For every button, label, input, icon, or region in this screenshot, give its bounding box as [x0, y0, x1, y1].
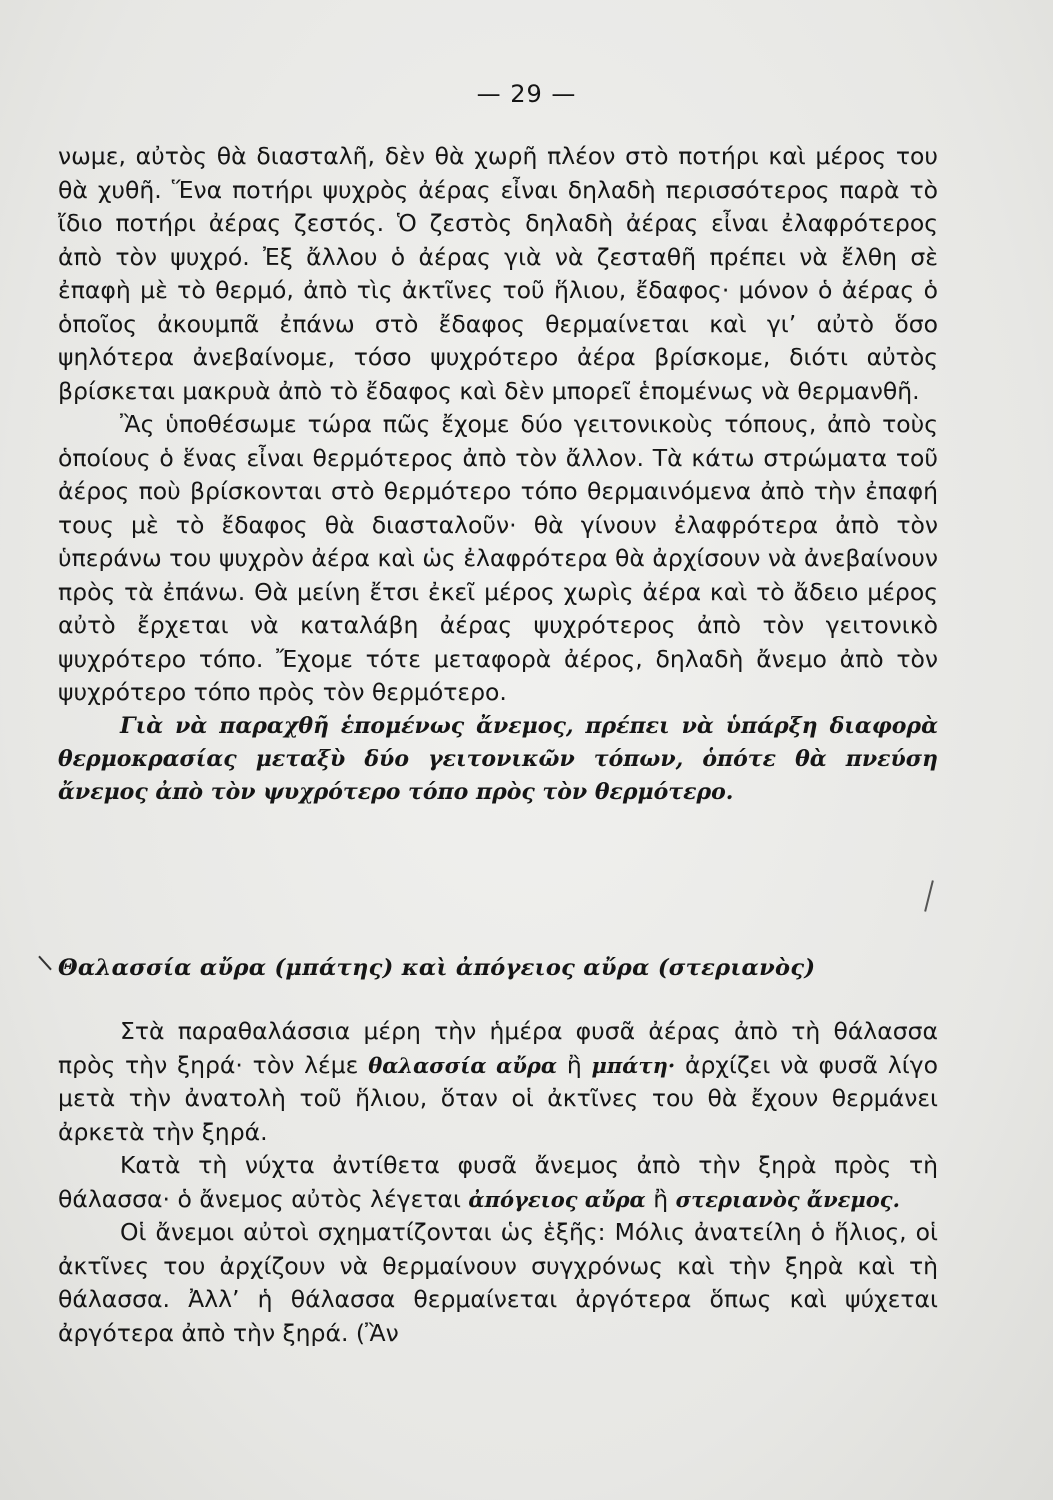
paragraph-5: [58, 1149, 938, 1216]
paragraph-4: [58, 1015, 938, 1149]
paragraph-2: Ἂς ὑποθέσωμε τώρα πῶς ἔχομε δύο γειτονικοὺς τόπους, ἀπὸ τοὺς ὁποίους ὁ ἕνας εἶναι θερμότερος ἀπὸ τὸν ἄλλον. Τὰ κάτω στρώματα τοῦ ἀέρος ποὺ βρίσκονται στὸ θερμότερο τόπο θερμαινόμενα ἀπὸ τὴν ἐπαφή τους μὲ τὸ ἔδαφος θὰ διασταλοῦν· θὰ γίνουν ἐλαφρότερα ἀπὸ τὸν ὑπεράνω του ψυχρὸν ἀέρα καὶ ὡς ἐλαφρότερα θὰ ἀρχίσουν νὰ ἀνεβαίνουν πρὸς τὰ ἐπάνω. Θὰ μείνη ἔτσι ἐκεῖ μέρος χωρὶς ἀέρα καὶ τὸ ἄδειο μέρος αὐτὸ ἔρχεται νὰ καταλάβη ἀέρας ψυχρότερος ἀπὸ τὸν γειτονικὸ ψυχρότερο τόπο. Ἔχομε τότε μεταφορὰ ἀέρος, δηλαδὴ ἄνεμο ἀπὸ τὸν ψυχρότερο τόπο πρὸς τὸν θερμότερο.: [58, 410, 938, 706]
paragraph-6: Οἱ ἄνεμοι αὐτοὶ σχηματίζονται ὡς ἑξῆς: Μόλις ἀνατείλη ὁ ἥλιος, οἱ ἀκτῖνες του ἀρχίζουν νὰ θερμαίνουν συγχρόνως καὶ τὴν ξηρὰ καὶ τὴ θάλασσα. Ἀλλ’ ἡ θάλασσα θερμαίνεται ἀργότερα ὅπως καὶ ψύχεται ἀργότερα ἀπὸ τὴν ξηρά. (Ἂν: [58, 1218, 938, 1347]
paragraph-1: νωμε, αὐτὸς θὰ διασταλῆ, δὲν θὰ χωρῆ πλέον στὸ ποτήρι καὶ μέρος του θὰ χυθῆ. Ἕνα ποτήρι ψυχρὸς ἀέρας εἶναι δηλαδὴ περισσότερος παρὰ τὸ ἴδιο ποτήρι ἀέρας ζεστός. Ὁ ζεστὸς δηλαδὴ ἀέρας εἶναι ἐλαφρότερος ἀπὸ τὸν ψυχρό. Ἐξ ἄλλου ὁ ἀέρας γιὰ νὰ ζεσταθῆ πρέπει νὰ ἔλθη σὲ ἐπαφὴ μὲ τὸ θερμό, ἀπὸ τὶς ἀκτῖνες τοῦ ἥλιου, ἔδαφος· μόνον ὁ ἀέρας ὁ ὁποῖος ἀκουμπᾶ ἐπάνω στὸ ἔδαφος θερμαίνεται καὶ γι’ αὐτὸ ὅσο ψηλότερα ἀνεβαίνομε, τόσο ψυχρότερο ἀέρα βρίσκομε, διότι αὐτὸς βρίσκεται μακρυὰ ἀπὸ τὸ ἔδαφος καὶ δὲν μπορεῖ ἑπομένως νὰ θερμανθῆ.: [58, 142, 938, 405]
margin-pencil-stroke: [924, 880, 934, 912]
section-heading: Θαλασσία αὔρα (μπάτης) καὶ ἀπόγειος αὔρα (στεριανὸς): [58, 955, 816, 981]
paragraph-5-text-a: Κατὰ τὴ νύχτα ἀντίθετα φυσᾶ ἄνεμος ἀπὸ τὴν ξηρὰ πρὸς τὴ θάλασσα· ὁ ἄνεμος αὐτὸς λέγεται: [58, 1151, 938, 1213]
page-number: — 29 —: [476, 80, 577, 108]
term-land-breeze: ἀπόγειος αὔρα: [468, 1186, 646, 1212]
term-sterianos: στεριανὸς ἄνεμος.: [675, 1186, 900, 1212]
margin-pencil-mark: [38, 956, 52, 971]
paragraph-3-emphasis: Γιὰ νὰ παραχθῆ ἑπομένως ἄνεμος, πρέπει νὰ ὑπάρξη διαφορὰ θερμοκρασίας μεταξὺ δύο γειτονικῶν τόπων, ὁπότε θὰ πνεύση ἄνεμος ἀπὸ τὸν ψυχρότερο τόπο πρὸς τὸν θερμότερο.: [58, 712, 938, 805]
term-sea-breeze: θαλασσία αὔρα: [368, 1052, 558, 1078]
paragraph-4-text-b: ἢ: [566, 1050, 582, 1079]
text-block-top: [58, 140, 938, 809]
paragraph-5-text-b: ἢ: [653, 1184, 669, 1213]
paragraph-4-text-a: Στὰ παραθαλάσσια μέρη τὴν ἡμέρα φυσᾶ ἀέρας ἀπὸ τὴ θάλασσα πρὸς τὴν ξηρά· τὸν λέμε: [58, 1017, 938, 1079]
text-block-bottom: [58, 1015, 938, 1350]
term-batis: μπάτη·: [591, 1052, 676, 1078]
paragraph-4-text-c: ἀρχίζει νὰ φυσᾶ λίγο μετὰ τὴν ἀνατολὴ τοῦ ἥλιου, ὅταν οἱ ἀκτῖνες του θὰ ἔχουν θερμάνει ἀρκετὰ τὴν ξηρά.: [58, 1050, 938, 1146]
